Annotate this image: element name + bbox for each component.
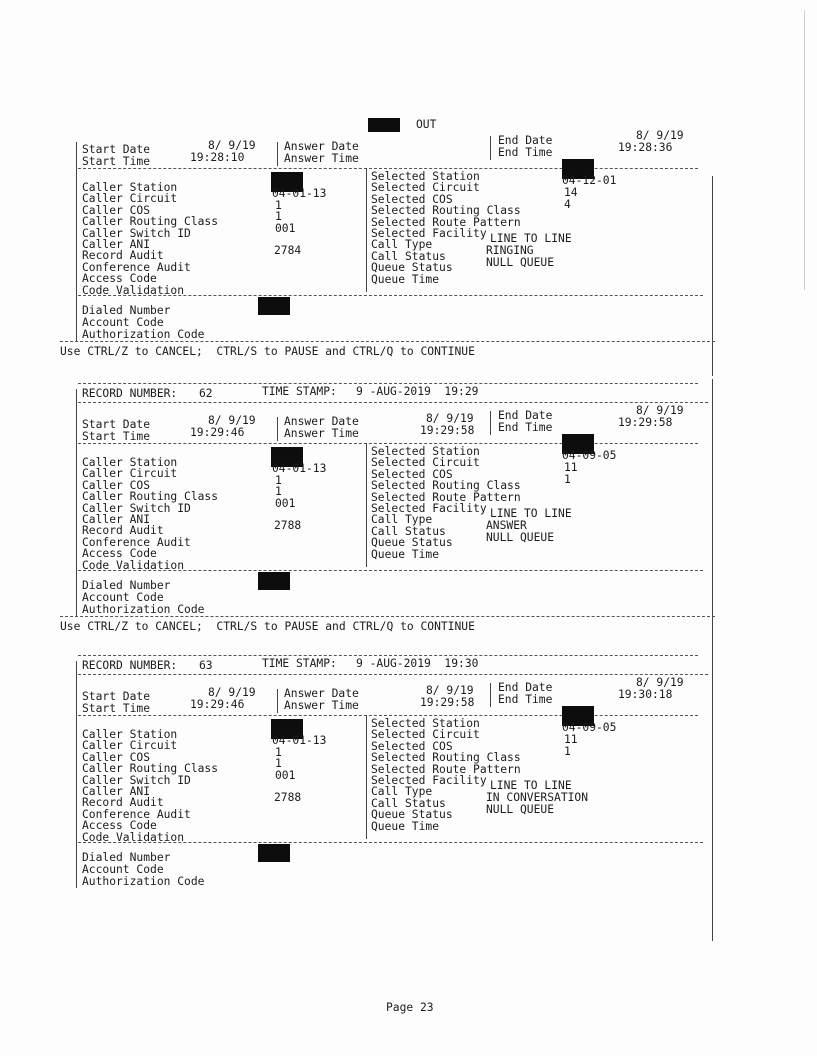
call-status-value: ANSWER [486,519,527,532]
caller-label-5: Caller ANI [82,513,151,526]
caller-label-4: Caller Switch ID [82,774,191,787]
caller-label-7: Conference Audit [82,808,191,821]
answer-time-value: 19:29:58 [420,696,475,709]
caller-label-9: Code Validation [82,831,185,844]
right-border [712,651,713,941]
rule-before-dialed [78,570,703,571]
start-date-label: Start Date [82,418,151,431]
end-date-label: End Date [498,681,553,694]
rule-before-dialed [78,295,703,296]
queue-status-value: NULL QUEUE [486,803,555,816]
selected-label-5: Selected Facility [371,502,487,515]
queue-status-value: NULL QUEUE [486,531,555,544]
selected-label-8: Queue Status [371,261,453,274]
caller-cos-value: 1 [275,746,282,759]
caller-label-4: Caller Switch ID [82,502,191,515]
record-number-value: 63 [199,659,213,672]
selected-routing-class-value: 1 [564,745,571,758]
selected-routing-class-value: 1 [564,473,571,486]
rule-under-dates [78,715,698,716]
selected-label-3: Selected Routing Class [371,204,521,217]
rule-before-dialed [78,842,703,843]
caller-cos-value: 1 [275,199,282,212]
caller-label-9: Code Validation [82,559,185,572]
selected-label-7: Call Status [371,797,446,810]
caller-label-1: Caller Circuit [82,192,178,205]
caller-switch-id-value: 001 [275,769,296,782]
left-border [76,661,77,888]
selected-label-1: Selected Circuit [371,728,480,741]
caller-label-6: Record Audit [82,524,164,537]
separator-start-answer [277,142,278,166]
selected-label-2: Selected COS [371,193,453,206]
rule-under-record [78,674,708,675]
caller-label-5: Caller ANI [82,785,151,798]
cancel-instructions: Use CTRL/Z to CANCEL; CTRL/S to PAUSE and CTRL/Q to CONTINUE [60,620,475,633]
caller-label-4: Caller Switch ID [82,227,191,240]
queue-status-value: NULL QUEUE [486,256,555,269]
answer-time-label: Answer Time [284,152,359,165]
call-status-value: IN CONVERSATION [486,791,589,804]
scan-margin-line [804,10,805,290]
start-time-value: 19:29:46 [190,426,245,439]
bottom-label-2: Authorization Code [82,328,205,341]
start-date-label: Start Date [82,143,151,156]
answer-time-value: 19:29:58 [420,424,475,437]
selected-label-0: Selected Station [371,717,480,730]
time-stamp-value: 9 -AUG-2019 19:30 [356,657,479,670]
selected-label-1: Selected Circuit [371,456,480,469]
rule-under-dates [78,168,698,169]
start-time-label: Start Time [82,430,151,443]
caller-label-7: Conference Audit [82,261,191,274]
column-separator [366,443,367,567]
page-number: Page 23 [386,1001,434,1014]
end-date-label: End Date [498,134,553,147]
end-time-label: End Time [498,421,553,434]
caller-label-2: Caller COS [82,204,151,217]
selected-label-3: Selected Routing Class [371,479,521,492]
caller-routing-class-value: 1 [275,757,282,770]
start-time-value: 19:29:46 [190,698,245,711]
bottom-label-0: Dialed Number [82,851,171,864]
caller-label-8: Access Code [82,547,157,560]
selected-label-0: Selected Station [371,445,480,458]
rule-top [78,655,698,656]
right-border [712,176,713,376]
time-stamp-label: TIME STAMP: [262,385,337,398]
selected-label-8: Queue Status [371,808,453,821]
caller-circuit-value: 04-01-13 [272,734,327,747]
caller-label-8: Access Code [82,819,157,832]
selected-label-2: Selected COS [371,468,453,481]
record-number-label: RECORD NUMBER: [82,387,178,400]
answer-date-label: Answer Date [284,415,359,428]
selected-cos-value: 14 [564,186,578,199]
record-audit-value: 2788 [274,791,302,804]
selected-label-3: Selected Routing Class [371,751,521,764]
caller-label-8: Access Code [82,272,157,285]
rule-after-record [60,616,715,617]
selected-label-7: Call Status [371,250,446,263]
call-type-value: LINE TO LINE [490,232,572,245]
answer-date-value: 8/ 9/19 [426,684,474,697]
caller-label-0: Caller Station [82,456,178,469]
start-date-value: 8/ 9/19 [208,139,256,152]
column-separator [366,715,367,839]
caller-label-7: Conference Audit [82,536,191,549]
end-time-value: 19:30:18 [618,688,673,701]
caller-label-6: Record Audit [82,249,164,262]
selected-label-9: Queue Time [371,273,440,286]
separator-answer-end [490,411,491,435]
end-time-label: End Time [498,146,553,159]
answer-time-label: Answer Time [284,427,359,440]
caller-label-3: Caller Routing Class [82,762,219,775]
selected-label-7: Call Status [371,525,446,538]
selected-label-9: Queue Time [371,820,440,833]
selected-label-5: Selected Facility [371,774,487,787]
caller-label-2: Caller COS [82,751,151,764]
end-time-label: End Time [498,693,553,706]
selected-routing-class-value: 4 [564,198,571,211]
start-date-value: 8/ 9/19 [208,414,256,427]
start-time-value: 19:28:10 [190,151,245,164]
column-separator [366,168,367,292]
end-date-value: 8/ 9/19 [636,676,684,689]
end-date-value: 8/ 9/19 [636,129,684,142]
separator-answer-end [490,136,491,160]
caller-cos-value: 1 [275,474,282,487]
end-time-value: 19:29:58 [618,416,673,429]
dialed-number-redaction [258,572,290,590]
separator-answer-end [490,683,491,707]
start-time-label: Start Time [82,702,151,715]
rule-top [78,383,698,384]
caller-circuit-value: 04-01-13 [272,462,327,475]
start-time-label: Start Time [82,155,151,168]
record-number-value: 62 [199,387,213,400]
caller-label-2: Caller COS [82,479,151,492]
bottom-label-2: Authorization Code [82,603,205,616]
cancel-instructions: Use CTRL/Z to CANCEL; CTRL/S to PAUSE and CTRL/Q to CONTINUE [60,345,475,358]
out-label: OUT [416,118,437,131]
selected-label-6: Call Type [371,238,433,251]
caller-label-5: Caller ANI [82,238,151,251]
start-date-label: Start Date [82,690,151,703]
separator-start-answer [277,417,278,441]
rule-under-record [78,402,708,403]
selected-label-0: Selected Station [371,170,480,183]
selected-label-8: Queue Status [371,536,453,549]
selected-label-4: Selected Route Pattern [371,491,521,504]
start-date-value: 8/ 9/19 [208,686,256,699]
caller-switch-id-value: 001 [275,222,296,235]
bottom-label-1: Account Code [82,316,164,329]
selected-circuit-value: 04-09-05 [562,721,617,734]
bottom-label-2: Authorization Code [82,875,205,888]
selected-circuit-value: 04-12-01 [562,174,617,187]
caller-label-1: Caller Circuit [82,467,178,480]
call-status-value: RINGING [486,244,534,257]
selected-label-6: Call Type [371,513,433,526]
selected-label-9: Queue Time [371,548,440,561]
separator-start-answer [277,689,278,713]
caller-routing-class-value: 1 [275,485,282,498]
rule-after-record [60,341,715,342]
left-border [76,389,77,616]
left-border [76,142,77,341]
selected-label-6: Call Type [371,785,433,798]
selected-label-5: Selected Facility [371,227,487,240]
caller-label-3: Caller Routing Class [82,215,219,228]
caller-switch-id-value: 001 [275,497,296,510]
record-audit-value: 2788 [274,519,302,532]
caller-label-3: Caller Routing Class [82,490,219,503]
answer-time-label: Answer Time [284,699,359,712]
selected-label-2: Selected COS [371,740,453,753]
call-type-value: LINE TO LINE [490,507,572,520]
time-stamp-value: 9 -AUG-2019 19:29 [356,385,479,398]
time-stamp-label: TIME STAMP: [262,657,337,670]
record-audit-value: 2784 [274,244,302,257]
call-type-value: LINE TO LINE [490,779,572,792]
caller-label-0: Caller Station [82,181,178,194]
caller-circuit-value: 04-01-13 [272,187,327,200]
bottom-label-0: Dialed Number [82,304,171,317]
caller-label-0: Caller Station [82,728,178,741]
dialed-number-redaction [258,844,290,862]
selected-cos-value: 11 [564,733,578,746]
dialed-number-redaction [258,297,290,315]
bottom-label-1: Account Code [82,863,164,876]
answer-date-label: Answer Date [284,687,359,700]
record-number-label: RECORD NUMBER: [82,659,178,672]
redaction-bar [368,118,400,132]
selected-label-1: Selected Circuit [371,181,480,194]
selected-label-4: Selected Route Pattern [371,216,521,229]
selected-cos-value: 11 [564,461,578,474]
selected-circuit-value: 04-09-05 [562,449,617,462]
end-date-label: End Date [498,409,553,422]
caller-label-9: Code Validation [82,284,185,297]
bottom-label-0: Dialed Number [82,579,171,592]
right-border [712,379,713,669]
end-time-value: 19:28:36 [618,141,673,154]
answer-date-value: 8/ 9/19 [426,412,474,425]
selected-label-4: Selected Route Pattern [371,763,521,776]
caller-label-6: Record Audit [82,796,164,809]
caller-routing-class-value: 1 [275,210,282,223]
end-date-value: 8/ 9/19 [636,404,684,417]
rule-under-dates [78,443,698,444]
answer-date-label: Answer Date [284,140,359,153]
caller-label-1: Caller Circuit [82,739,178,752]
bottom-label-1: Account Code [82,591,164,604]
